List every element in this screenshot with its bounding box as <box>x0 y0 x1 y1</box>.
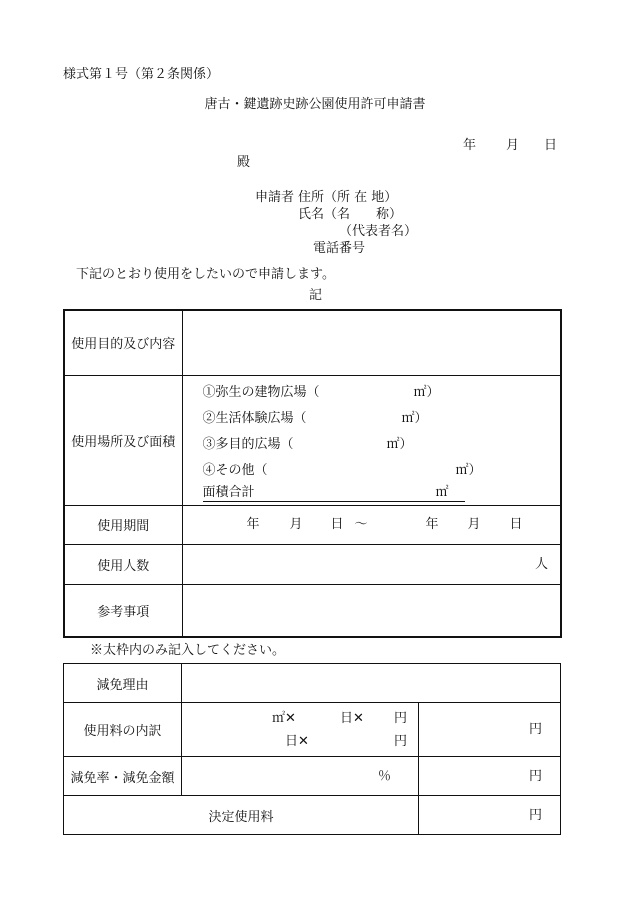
breakdown-yen-2: 円 <box>394 734 408 749</box>
period-label: 使用期間 <box>64 505 182 544</box>
period-field[interactable] <box>182 505 561 544</box>
form-title: 唐古・鍵遺跡史跡公園使用許可申請書 <box>204 97 426 112</box>
purpose-row <box>64 310 561 375</box>
venue-item <box>202 433 463 452</box>
fee-breakdown-label: 使用料の内訳 <box>64 703 182 757</box>
notes-label: 参考事項 <box>64 584 182 637</box>
area-total-unit: ㎡ <box>435 484 449 500</box>
exemption-amount-unit: 円 <box>528 769 542 784</box>
period-end-day: 日 <box>509 516 523 532</box>
venue-name: ④その他（ <box>202 462 268 478</box>
venue-unit: ㎡） <box>401 410 428 426</box>
breakdown-yen: 円 <box>394 711 408 726</box>
exemption-rate-row <box>64 757 561 796</box>
area-total-underline <box>203 501 465 502</box>
applicant-name-label: 氏名（名 称） <box>298 207 403 222</box>
exemption-rate-label: 減免率・減免金額 <box>64 757 182 796</box>
venue-unit: ㎡） <box>455 462 482 478</box>
final-fee-unit: 円 <box>528 808 542 823</box>
period-end-month: 月 <box>467 516 481 532</box>
period-start-year: 年 <box>246 516 260 532</box>
applicant-heading: 申請者 <box>255 190 295 205</box>
final-fee-row <box>64 796 561 835</box>
period-start-day: 日 <box>330 516 344 532</box>
exemption-reason-field[interactable] <box>182 664 561 703</box>
addressee-suffix: 殿 <box>237 155 251 170</box>
location-label: 使用場所及び面積 <box>64 375 182 505</box>
exemption-amount-field[interactable] <box>419 757 561 796</box>
date-year-label: 年 <box>463 138 477 153</box>
fee-subtotal-field[interactable] <box>419 703 561 757</box>
venue-name: ②生活体験広場（ <box>202 410 307 426</box>
exemption-rate-field[interactable] <box>182 757 419 796</box>
people-unit: 人 <box>534 556 548 572</box>
venue-unit: ㎡） <box>386 436 413 452</box>
form-number: 様式第１号（第２条関係） <box>63 67 220 82</box>
area-total-label: 面積合計 <box>202 484 255 500</box>
purpose-field[interactable] <box>182 310 561 375</box>
date-day-label: 日 <box>544 138 558 153</box>
period-end-year: 年 <box>425 516 439 532</box>
final-fee-field[interactable] <box>419 796 561 835</box>
period-tilde: ～ <box>354 516 368 532</box>
exemption-reason-label: 減免理由 <box>64 664 182 703</box>
breakdown-day-times: 日✕ <box>340 711 364 726</box>
exemption-reason-row <box>64 664 561 703</box>
applicant-representative-label: （代表者名） <box>339 224 418 239</box>
date-month-label: 月 <box>506 138 520 153</box>
period-row <box>64 505 561 544</box>
venue-item <box>202 459 482 478</box>
notes-field[interactable] <box>182 584 561 637</box>
breakdown-day-times-2: 日✕ <box>285 734 309 749</box>
fee-table <box>63 663 561 835</box>
venue-item <box>202 407 463 426</box>
venue-name: ③多目的広場（ <box>202 436 294 452</box>
bold-frame-note: ※太枠内のみ記入してください。 <box>90 643 286 658</box>
location-row <box>64 375 561 505</box>
notes-row <box>64 584 561 637</box>
purpose-label: 使用目的及び内容 <box>64 310 182 375</box>
venue-item <box>202 381 463 400</box>
applicant-phone-label: 電話番号 <box>313 241 366 256</box>
usage-table <box>63 309 562 638</box>
intro-text: 下記のとおり使用をしたいので申請します。 <box>76 267 335 282</box>
percent-sign: ％ <box>378 769 392 784</box>
people-label: 使用人数 <box>64 544 182 584</box>
breakdown-sqm-times: ㎡✕ <box>272 711 296 726</box>
applicant-address-label: 住所（所 在 地） <box>298 190 398 205</box>
location-field[interactable] <box>182 375 561 505</box>
people-field[interactable] <box>182 544 561 584</box>
ki-label: 記 <box>309 288 323 303</box>
fee-breakdown-row <box>64 703 561 757</box>
people-row <box>64 544 561 584</box>
venue-name: ①弥生の建物広場（ <box>202 384 320 400</box>
period-start-month: 月 <box>289 516 303 532</box>
venue-unit: ㎡） <box>413 384 440 400</box>
fee-subtotal-unit: 円 <box>528 722 542 737</box>
final-fee-label: 決定使用料 <box>64 796 419 835</box>
fee-breakdown-field[interactable] <box>182 703 419 757</box>
